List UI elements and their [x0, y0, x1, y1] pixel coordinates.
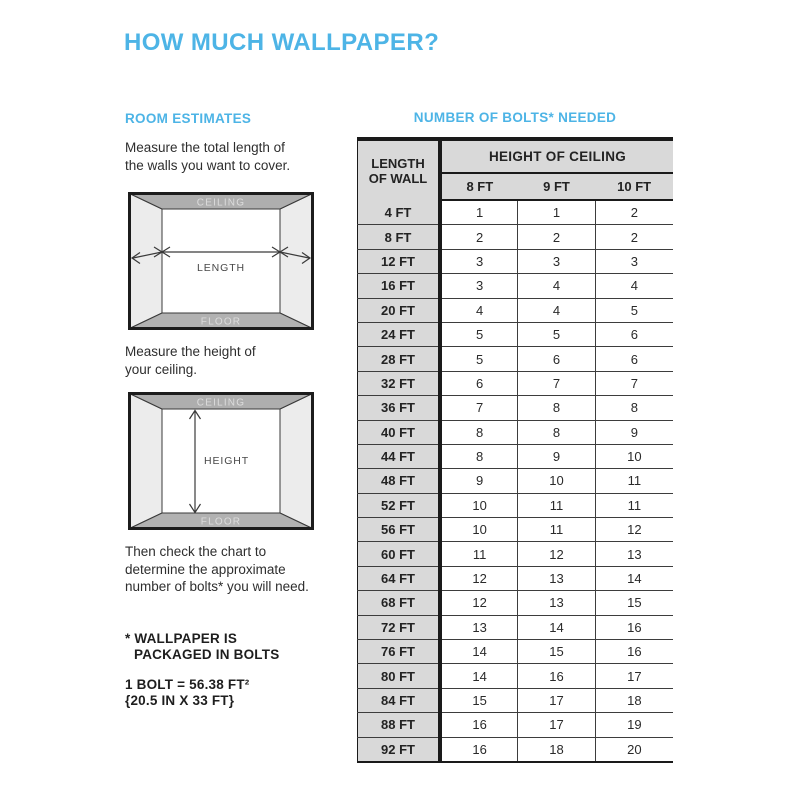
bolts-value-cell: 16: [518, 664, 596, 688]
table-row: [358, 298, 674, 322]
wall-length-cell: 92 FT: [358, 737, 441, 762]
footnote-line: 1 BOLT = 56.38 FT²: [125, 677, 250, 692]
wall-length-cell: 56 FT: [358, 518, 441, 542]
bolts-value-cell: 3: [518, 249, 596, 273]
table-row: [358, 347, 674, 371]
instruction-line: Measure the total length of: [125, 140, 285, 155]
bolts-value-cell: 14: [440, 640, 518, 664]
table-row: [358, 396, 674, 420]
bolts-value-cell: 10: [440, 518, 518, 542]
wall-length-cell: 16 FT: [358, 274, 441, 298]
table-row: [358, 249, 674, 273]
bolts-value-cell: 6: [440, 371, 518, 395]
instruction-line: Then check the chart to: [125, 544, 267, 559]
ceiling-10ft-header: 10 FT: [595, 173, 673, 200]
instruction-measure-length: [125, 139, 290, 174]
bolts-needed-heading: NUMBER OF BOLTS* NEEDED: [413, 110, 617, 125]
bolts-value-cell: 12: [518, 542, 596, 566]
table-row: [358, 420, 674, 444]
bolts-value-cell: 9: [440, 469, 518, 493]
bolts-value-cell: 4: [595, 274, 673, 298]
ceiling-8ft-header: 8 FT: [440, 173, 518, 200]
bolts-value-cell: 10: [518, 469, 596, 493]
wall-length-cell: 48 FT: [358, 469, 441, 493]
table-row: [358, 444, 674, 468]
wall-length-cell: 64 FT: [358, 566, 441, 590]
bolts-table-body: [358, 200, 674, 762]
wall-length-cell: 40 FT: [358, 420, 441, 444]
bolts-table: [357, 137, 673, 763]
bolts-value-cell: 11: [595, 469, 673, 493]
right-wall-shape: [280, 194, 313, 329]
bolts-value-cell: 11: [595, 493, 673, 517]
bolts-value-cell: 10: [595, 444, 673, 468]
bolts-value-cell: 5: [440, 322, 518, 346]
back-wall-shape: [162, 209, 280, 313]
bolts-value-cell: 20: [595, 737, 673, 762]
bolts-value-cell: 7: [518, 371, 596, 395]
bolts-value-cell: 6: [518, 347, 596, 371]
room-length-diagram: [128, 192, 314, 330]
table-row: [358, 371, 674, 395]
bolts-value-cell: 2: [595, 225, 673, 249]
table-row: [358, 518, 674, 542]
right-wall-shape: [280, 394, 313, 529]
bolts-value-cell: 17: [518, 688, 596, 712]
bolts-value-cell: 9: [518, 444, 596, 468]
length-of-wall-header: [358, 139, 441, 200]
table-row: [358, 542, 674, 566]
header-line: OF WALL: [368, 170, 428, 186]
bolts-value-cell: 3: [440, 249, 518, 273]
table-row: [358, 688, 674, 712]
bolts-value-cell: 12: [440, 566, 518, 590]
left-wall-shape: [130, 394, 163, 529]
ceiling-label: CEILING: [196, 197, 246, 209]
bolts-value-cell: 16: [440, 737, 518, 762]
instruction-check-chart: [125, 543, 309, 596]
room-length-diagram-svg: [128, 192, 314, 330]
floor-label: FLOOR: [200, 516, 242, 528]
bolts-value-cell: 10: [440, 493, 518, 517]
instruction-line: the walls you want to cover.: [125, 157, 291, 173]
bolts-value-cell: 11: [518, 518, 596, 542]
wall-length-cell: 28 FT: [358, 347, 441, 371]
bolts-value-cell: 8: [518, 420, 596, 444]
bolts-value-cell: 5: [440, 347, 518, 371]
footnote-line: {20.5 IN X 33 FT}: [125, 693, 235, 708]
floor-label: FLOOR: [200, 316, 242, 328]
bolts-value-cell: 6: [595, 322, 673, 346]
bolts-table-header: [358, 139, 674, 200]
wall-length-cell: 12 FT: [358, 249, 441, 273]
bolts-value-cell: 2: [518, 225, 596, 249]
bolts-value-cell: 16: [595, 615, 673, 639]
bolts-value-cell: 1: [518, 200, 596, 225]
left-wall-shape: [130, 194, 163, 329]
bolts-value-cell: 15: [595, 591, 673, 615]
bolts-value-cell: 7: [595, 371, 673, 395]
room-height-diagram-svg: [128, 392, 314, 530]
header-line: LENGTH: [371, 155, 425, 171]
bolts-value-cell: 1: [440, 200, 518, 225]
bolts-value-cell: 15: [440, 688, 518, 712]
bolts-value-cell: 9: [595, 420, 673, 444]
bolts-value-cell: 12: [440, 591, 518, 615]
wall-length-cell: 88 FT: [358, 713, 441, 737]
wall-length-cell: 52 FT: [358, 493, 441, 517]
table-row: [358, 615, 674, 639]
bolts-value-cell: 5: [595, 298, 673, 322]
bolts-value-cell: 8: [440, 444, 518, 468]
wall-length-cell: 80 FT: [358, 664, 441, 688]
bolts-value-cell: 2: [595, 200, 673, 225]
room-estimates-heading: ROOM ESTIMATES: [125, 111, 252, 126]
bolts-value-cell: 13: [440, 615, 518, 639]
bolts-value-cell: 6: [595, 347, 673, 371]
table-row: [358, 713, 674, 737]
bolts-value-cell: 8: [440, 420, 518, 444]
bolts-value-cell: 17: [518, 713, 596, 737]
bolts-value-cell: 15: [518, 640, 596, 664]
bolts-value-cell: 4: [518, 274, 596, 298]
instruction-line: number of bolts* you will need.: [125, 579, 309, 594]
table-row: [358, 664, 674, 688]
wall-length-cell: 60 FT: [358, 542, 441, 566]
height-dimension-label: HEIGHT: [204, 455, 250, 467]
wall-length-cell: 76 FT: [358, 640, 441, 664]
wall-length-cell: 20 FT: [358, 298, 441, 322]
bolts-value-cell: 17: [595, 664, 673, 688]
instruction-line: Measure the height of: [125, 344, 256, 359]
footnote-bolt-size: [125, 677, 250, 709]
table-row: [358, 322, 674, 346]
bolts-value-cell: 18: [518, 737, 596, 762]
bolts-value-cell: 18: [595, 688, 673, 712]
table-row: [358, 566, 674, 590]
wall-length-cell: 68 FT: [358, 591, 441, 615]
bolts-value-cell: 2: [440, 225, 518, 249]
table-row: [358, 493, 674, 517]
table-row: [358, 640, 674, 664]
footnote-line: * WALLPAPER IS: [125, 631, 238, 646]
bolts-value-cell: 11: [440, 542, 518, 566]
table-row: [358, 591, 674, 615]
bolts-value-cell: 8: [518, 396, 596, 420]
wall-length-cell: 32 FT: [358, 371, 441, 395]
footnote-line: PACKAGED IN BOLTS: [134, 647, 280, 662]
bolts-value-cell: 4: [440, 298, 518, 322]
table-row: [358, 200, 674, 225]
page-title: HOW MUCH WALLPAPER?: [124, 29, 440, 56]
bolts-value-cell: 16: [440, 713, 518, 737]
wall-length-cell: 36 FT: [358, 396, 441, 420]
table-row: [358, 737, 674, 762]
instruction-measure-height: [125, 343, 256, 378]
bolts-value-cell: 14: [595, 566, 673, 590]
bolts-value-cell: 13: [518, 591, 596, 615]
instruction-line: determine the approximate: [125, 561, 286, 577]
bolts-value-cell: 16: [595, 640, 673, 664]
wall-length-cell: 24 FT: [358, 322, 441, 346]
bolts-value-cell: 11: [518, 493, 596, 517]
wall-length-cell: 84 FT: [358, 688, 441, 712]
table-row: [358, 225, 674, 249]
wall-length-cell: 44 FT: [358, 444, 441, 468]
wall-length-cell: 4 FT: [358, 200, 441, 225]
height-of-ceiling-header: HEIGHT OF CEILING: [440, 139, 673, 173]
bolts-value-cell: 14: [518, 615, 596, 639]
bolts-value-cell: 5: [518, 322, 596, 346]
ceiling-label: CEILING: [196, 397, 246, 409]
instruction-line: your ceiling.: [125, 361, 198, 377]
table-row: [358, 469, 674, 493]
bolts-value-cell: 4: [518, 298, 596, 322]
length-dimension-label: LENGTH: [197, 262, 245, 274]
bolts-value-cell: 14: [440, 664, 518, 688]
wall-length-cell: 8 FT: [358, 225, 441, 249]
bolts-value-cell: 13: [595, 542, 673, 566]
bolts-value-cell: 3: [440, 274, 518, 298]
bolts-value-cell: 12: [595, 518, 673, 542]
bolts-value-cell: 19: [595, 713, 673, 737]
bolts-value-cell: 8: [595, 396, 673, 420]
footnote-wallpaper-bolts: [125, 631, 279, 663]
ceiling-9ft-header: 9 FT: [518, 173, 596, 200]
bolts-value-cell: 13: [518, 566, 596, 590]
table-row: [358, 274, 674, 298]
wall-length-cell: 72 FT: [358, 615, 441, 639]
bolts-value-cell: 7: [440, 396, 518, 420]
bolts-value-cell: 3: [595, 249, 673, 273]
room-height-diagram: [128, 392, 314, 530]
